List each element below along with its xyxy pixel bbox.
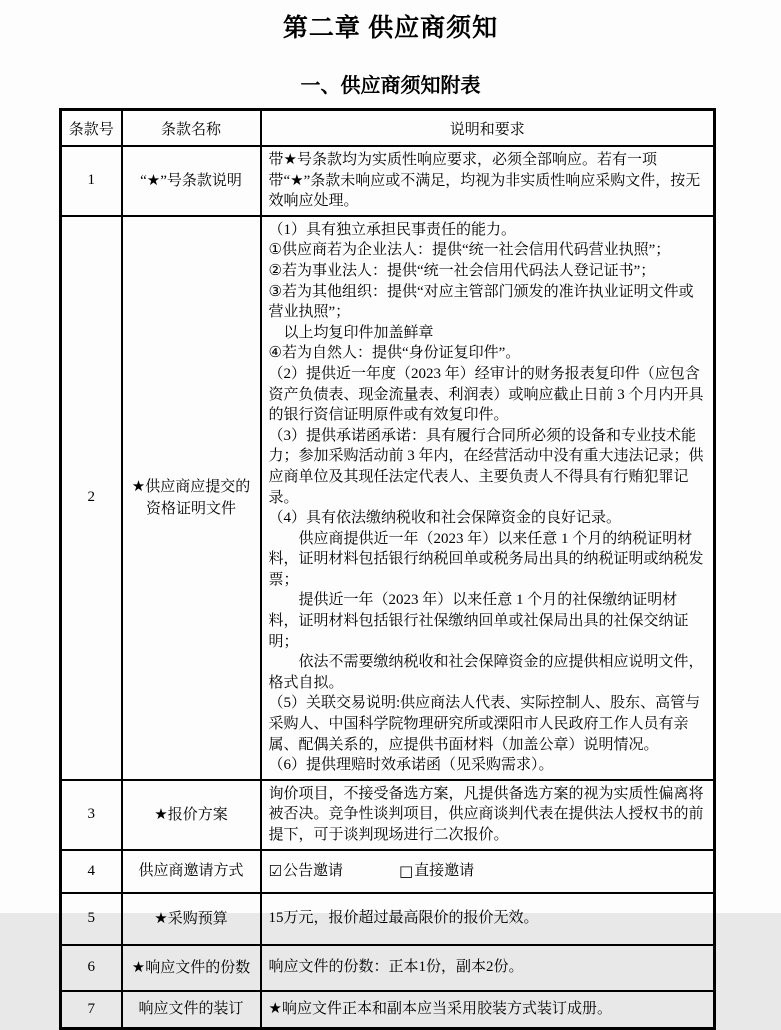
- paragraph: 带★号条款均为实质性响应要求，必须全部响应。若有一项带“★”条款未响应或不满足，均视为非实质性响应采购文件，按无效响应处理。: [268, 152, 701, 210]
- table-row: [61, 780, 715, 850]
- paragraph: （1）具有独立承担民事责任的能力。: [268, 221, 517, 238]
- clause-number: 4: [61, 850, 122, 893]
- table-row: [61, 850, 715, 893]
- table-row: [61, 945, 715, 991]
- checkbox-label: 公告邀请: [282, 862, 343, 879]
- clause-name: “★”号条款说明: [122, 146, 261, 216]
- clause-description: [261, 146, 715, 216]
- clause-number: 1: [61, 146, 122, 216]
- clause-description: [261, 893, 715, 945]
- clause-number: 7: [61, 991, 122, 1029]
- col-header-clause-no: 条款号: [61, 110, 122, 147]
- clause-description: [261, 991, 715, 1029]
- paragraph: ★响应文件正本和副本应当采用胶装方式装订成册。: [268, 1000, 612, 1017]
- checkbox-option-checked: [269, 861, 343, 882]
- invitation-options: [269, 861, 707, 882]
- paragraph: （6）提供理赔时效承诺函（见采购需求）。: [268, 757, 554, 774]
- clause-number: 2: [61, 216, 122, 780]
- paragraph: 15万元，报价超过最高限价的报价无效。: [268, 910, 539, 927]
- paragraph: （5）关联交易说明:供应商法人代表、实际控制人、股东、高管与采购人、中国科学院物理研究所或溧阳市人民政府工作人员有亲属、配偶关系的，应提供书面材料（加盖公章）说明情况。: [268, 695, 701, 753]
- table-body: [61, 146, 715, 1028]
- clause-name: 供应商邀请方式: [122, 850, 261, 893]
- table-row: [61, 216, 715, 780]
- clause-name: ★采购预算: [122, 893, 261, 945]
- clause-number: 5: [61, 893, 122, 945]
- col-header-clause-name: 条款名称: [122, 110, 261, 147]
- clause-description: [261, 945, 715, 991]
- table-row: [61, 146, 715, 216]
- table-header-row: [61, 110, 715, 147]
- empty-box-icon: □: [398, 861, 414, 880]
- supplier-notice-table: [59, 108, 716, 1030]
- checked-box-icon: ☑: [268, 861, 282, 880]
- checkbox-label: 直接邀请: [414, 862, 475, 879]
- paragraph: （3）提供承诺函承诺：具有履行合同所必须的设备和专业技术能力；参加采购活动前 3 年内，在经营活动中没有重大违法记录；供应商单位及其现任法定代表人、主要负责人不得具有行贿犯罪记录。: [268, 427, 704, 506]
- table-row: [61, 893, 715, 945]
- paragraph: 提供近一年（2023 年）以来任意 1 个月的社保缴纳证明材料，证明材料包括银行社保缴纳回单或社保局出具的社保交纳证明；: [268, 592, 689, 650]
- clause-description: [261, 216, 715, 780]
- paragraph: 依法不需要缴纳税收和社会保障资金的应提供相应说明文件，格式自拟。: [268, 654, 704, 691]
- clause-number: 6: [61, 945, 122, 991]
- clause-description: [261, 780, 715, 850]
- paragraph: （4）具有依法缴纳税收和社会保障资金的良好记录。: [268, 510, 622, 527]
- clause-name: ★响应文件的份数: [122, 945, 261, 991]
- clause-name: ★报价方案: [122, 780, 261, 850]
- section-title: 一、供应商须知附表: [300, 75, 481, 97]
- paragraph: ③若为其他组织：提供“对应主管部门颁发的准许执业证明文件或营业执照”；: [268, 283, 694, 321]
- page-title: 第二章 供应商须知: [282, 15, 499, 42]
- paragraph: ④若为自然人：提供“身份证复印件”。: [268, 345, 521, 362]
- clause-number: 3: [61, 780, 122, 850]
- clause-description: [261, 850, 715, 893]
- paragraph: ①供应商若为企业法人：提供“统一社会信用代码营业执照”；: [268, 242, 671, 259]
- paragraph: ②若为事业法人：提供“统一社会信用代码法人登记证书”；: [268, 262, 656, 279]
- col-header-description: 说明和要求: [261, 110, 715, 147]
- paragraph: 响应文件的份数：正本1份，副本2份。: [268, 959, 524, 976]
- paragraph: 询价项目，不接受备选方案，凡提供备选方案的视为实质性偏离将被否决。竞争性谈判项目，供应商谈判代表在提供法人授权书的前提下，可于谈判现场进行二次报价。: [268, 785, 704, 843]
- paragraph: （2）提供近一年度（2023 年）经审计的财务报表复印件（应包含资产负债表、现金流量表、利润表）或响应截止日前 3 个月内开具的银行资信证明原件或有效复印件。: [268, 365, 704, 424]
- paragraph: 以上均复印件加盖鲜章: [283, 324, 434, 341]
- clause-name: ★供应商应提交的资格证明文件: [122, 216, 261, 780]
- paragraph: 供应商提供近一年（2023 年）以来任意 1 个月的纳税证明材料，证明材料包括银行纳税回单或税务局出具的纳税证明或纳税发票；: [268, 530, 704, 588]
- checkbox-option-unchecked: [399, 861, 474, 882]
- clause-name: 响应文件的装订: [122, 991, 261, 1029]
- table-row: [61, 991, 715, 1029]
